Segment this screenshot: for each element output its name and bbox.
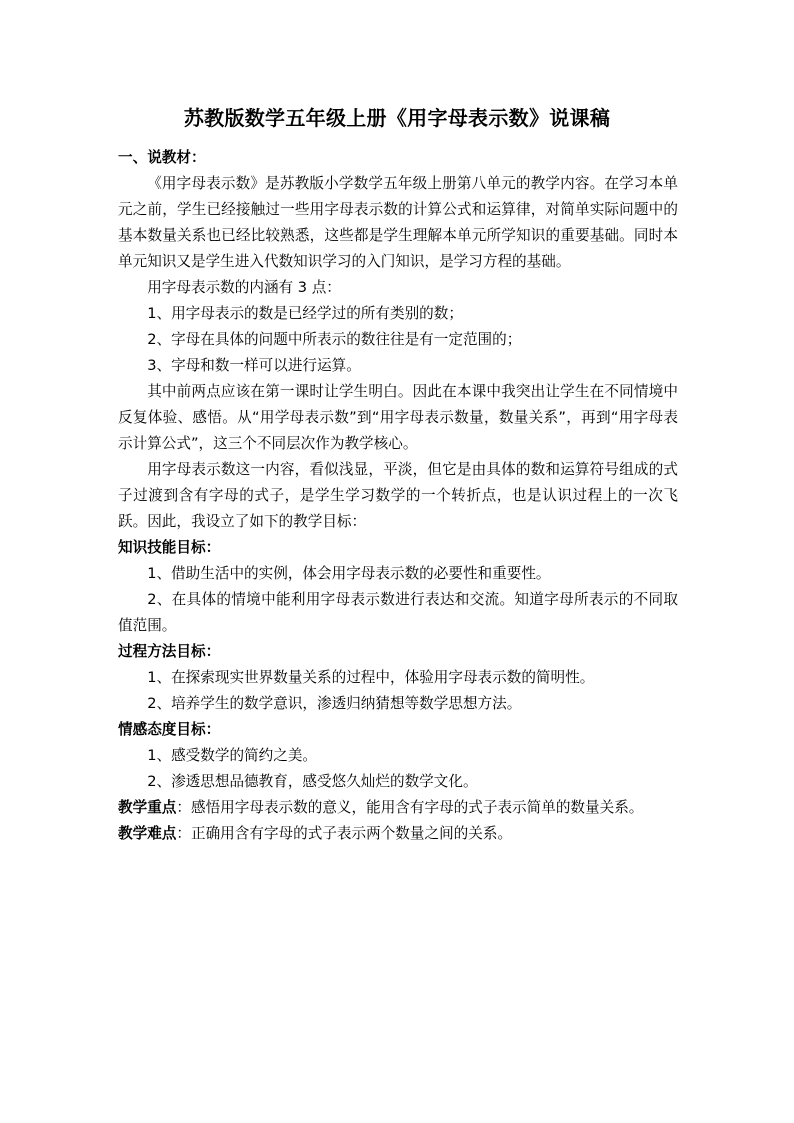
list-item: 2、字母在具体的问题中所表示的数往往是有一定范围的； xyxy=(147,331,522,348)
paragraph: 《用字母表示数》是苏教版小学数学五年级上册第八单元的教学内容。在学习本单元之前，学生已经接触过一些用字母表示数的计算公式和运算律，对简单实际问题中的基本数量关系也已经比较熟悉，这些都是学生理解本单元所学知识的重要基础。同时本单元知识又是学生进入代数知识学习的入门知识，是学习方程的基础。 xyxy=(118,175,678,270)
list-item: 2、渗透思想品德教育，感受悠久灿烂的数学文化。 xyxy=(147,773,478,790)
paragraph: 其中前两点应该在第一课时让学生明白。因此在本课中我突出让学生在不同情境中反复体验、感悟。从“用学母表示数”到“用字母表示数量，数量关系”，再到“用字母表示计算公式”，这三个不同层次作为教学核心。 xyxy=(118,383,678,452)
list-item: 2、在具体的情境中能利用字母表示数进行表达和交流。知道字母所表示的不同取值范围。 xyxy=(118,591,678,634)
key-point xyxy=(118,795,678,821)
list-item: 1、感受数学的简约之美。 xyxy=(147,747,318,764)
key-point-text: ：感悟用字母表示数的意义，能用含有字母的式子表示简单的数量关系。 xyxy=(176,799,644,816)
list-item: 1、借助生活中的实例，体会用字母表示数的必要性和重要性。 xyxy=(147,565,551,582)
section-heading: 一、说教材： xyxy=(118,149,206,166)
section-heading: 情感态度目标： xyxy=(118,721,221,738)
paragraph: 用字母表示数这一内容，看似浅显，平淡，但它是由具体的数和运算符号组成的式子过渡到含有字母的式子，是学生学习数学的一个转折点，也是认识过程上的一次飞跃。因此，我设立了如下的教学目标： xyxy=(118,461,678,530)
list-item: 3、字母和数一样可以进行运算。 xyxy=(147,357,361,374)
difficult-point-label: 教学难点 xyxy=(118,825,177,842)
paragraph: 用字母表示数的内涵有 3 点： xyxy=(147,279,341,296)
document-title: 苏教版数学五年级上册《用字母表示数》说课稿 xyxy=(183,106,611,130)
document-body xyxy=(118,145,678,847)
section-heading: 知识技能目标： xyxy=(118,539,221,556)
section-heading: 过程方法目标： xyxy=(118,643,221,660)
list-item: 1、用字母表示的数是已经学过的所有类别的数； xyxy=(147,305,463,322)
key-point-label: 教学重点 xyxy=(118,799,177,816)
difficult-point xyxy=(118,821,678,847)
difficult-point-text: ：正确用含有字母的式子表示两个数量之间的关系。 xyxy=(176,825,513,842)
list-item: 2、培养学生的数学意识，渗透归纳猜想等数学思想方法。 xyxy=(147,695,522,712)
list-item: 1、在探索现实世界数量关系的过程中，体验用字母表示数的简明性。 xyxy=(147,669,595,686)
